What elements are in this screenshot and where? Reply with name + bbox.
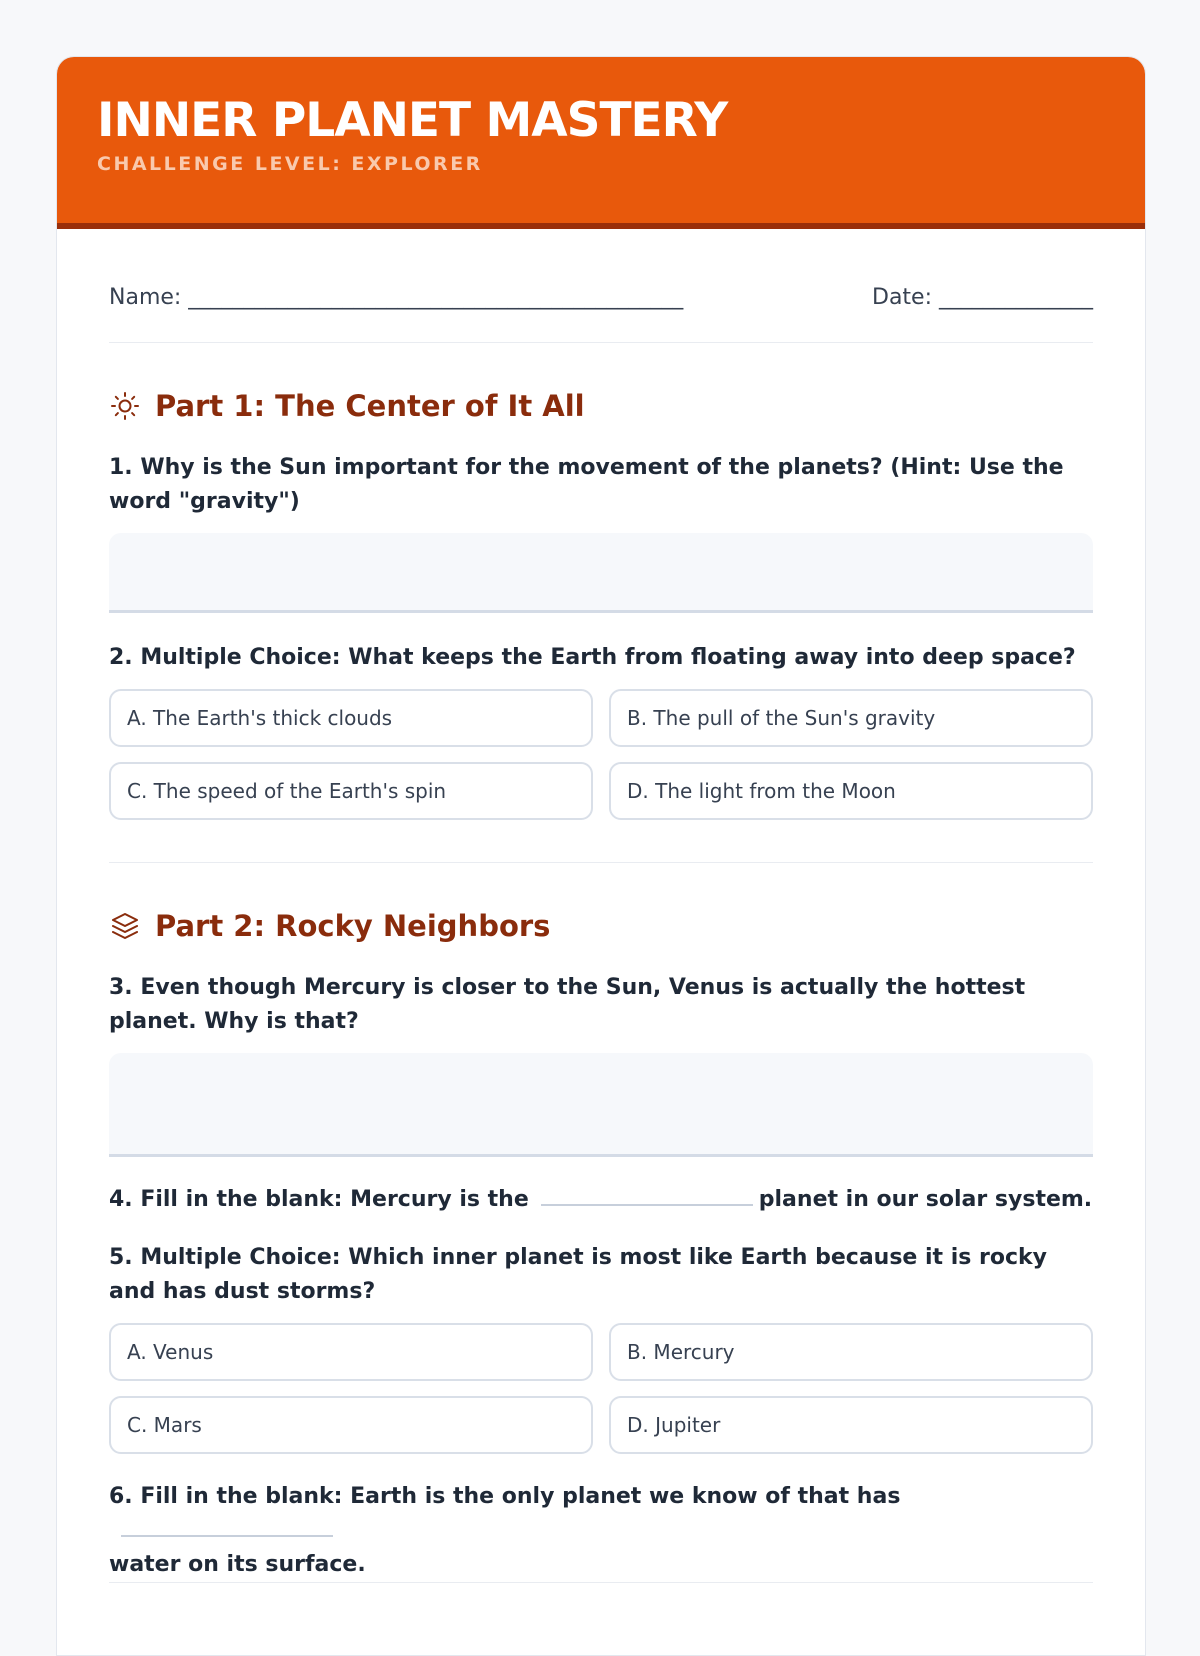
date-field[interactable]: Date: ______________ xyxy=(872,285,1093,310)
choice-d[interactable]: D. Jupiter xyxy=(609,1396,1093,1454)
section-part-1 xyxy=(109,343,1093,863)
question-1: 1. Why is the Sun important for the movement of the planets? (Hint: Use the word "gravity") xyxy=(109,455,1064,514)
section-title: Part 2: Rocky Neighbors xyxy=(155,909,551,943)
student-info-row xyxy=(109,229,1093,343)
question-5: 5. Multiple Choice: Which inner planet is most like Earth because it is rocky and has dust storms? xyxy=(109,1245,1047,1304)
question-6-text-end: water on its surface. xyxy=(109,1552,366,1577)
section-part-2 xyxy=(109,863,1093,1583)
worksheet-title: INNER PLANET MASTERY xyxy=(97,93,728,148)
header-banner xyxy=(57,57,1145,229)
challenge-level: CHALLENGE LEVEL: EXPLORER xyxy=(97,152,483,175)
fill-blank-q6[interactable] xyxy=(121,1535,333,1537)
fill-blank-q4[interactable] xyxy=(541,1204,753,1206)
question-3: 3. Even though Mercury is closer to the Sun, Venus is actually the hottest planet. Why is that? xyxy=(109,975,1026,1034)
answer-box-q3[interactable] xyxy=(109,1053,1093,1157)
sun-icon xyxy=(109,390,141,422)
choice-b[interactable]: B. The pull of the Sun's gravity xyxy=(609,689,1093,747)
choices-q2 xyxy=(109,689,1093,820)
answer-box-q1[interactable] xyxy=(109,533,1093,613)
layers-icon xyxy=(109,910,141,942)
worksheet-content xyxy=(57,229,1145,1583)
choice-c[interactable]: C. The speed of the Earth's spin xyxy=(109,762,593,820)
question-2: 2. Multiple Choice: What keeps the Earth from floating away into deep space? xyxy=(109,645,1076,670)
choices-q5 xyxy=(109,1323,1093,1454)
section-header xyxy=(109,383,1093,429)
name-field[interactable]: Name: _____________________________________________ xyxy=(109,285,684,310)
choice-d[interactable]: D. The light from the Moon xyxy=(609,762,1093,820)
question-4-text: 4. Fill in the blank: Mercury is the xyxy=(109,1187,529,1212)
choice-a[interactable]: A. The Earth's thick clouds xyxy=(109,689,593,747)
question-4-text-end: planet in our solar system. xyxy=(758,1187,1093,1212)
choice-b[interactable]: B. Mercury xyxy=(609,1323,1093,1381)
section-title: Part 1: The Center of It All xyxy=(155,389,585,423)
section-header xyxy=(109,903,1093,949)
worksheet xyxy=(56,56,1146,1656)
question-4 xyxy=(109,1183,1093,1217)
choice-c[interactable]: C. Mars xyxy=(109,1396,593,1454)
question-6-text: 6. Fill in the blank: Earth is the only planet we know of that has xyxy=(109,1484,901,1509)
question-6 xyxy=(109,1480,1093,1582)
choice-a[interactable]: A. Venus xyxy=(109,1323,593,1381)
